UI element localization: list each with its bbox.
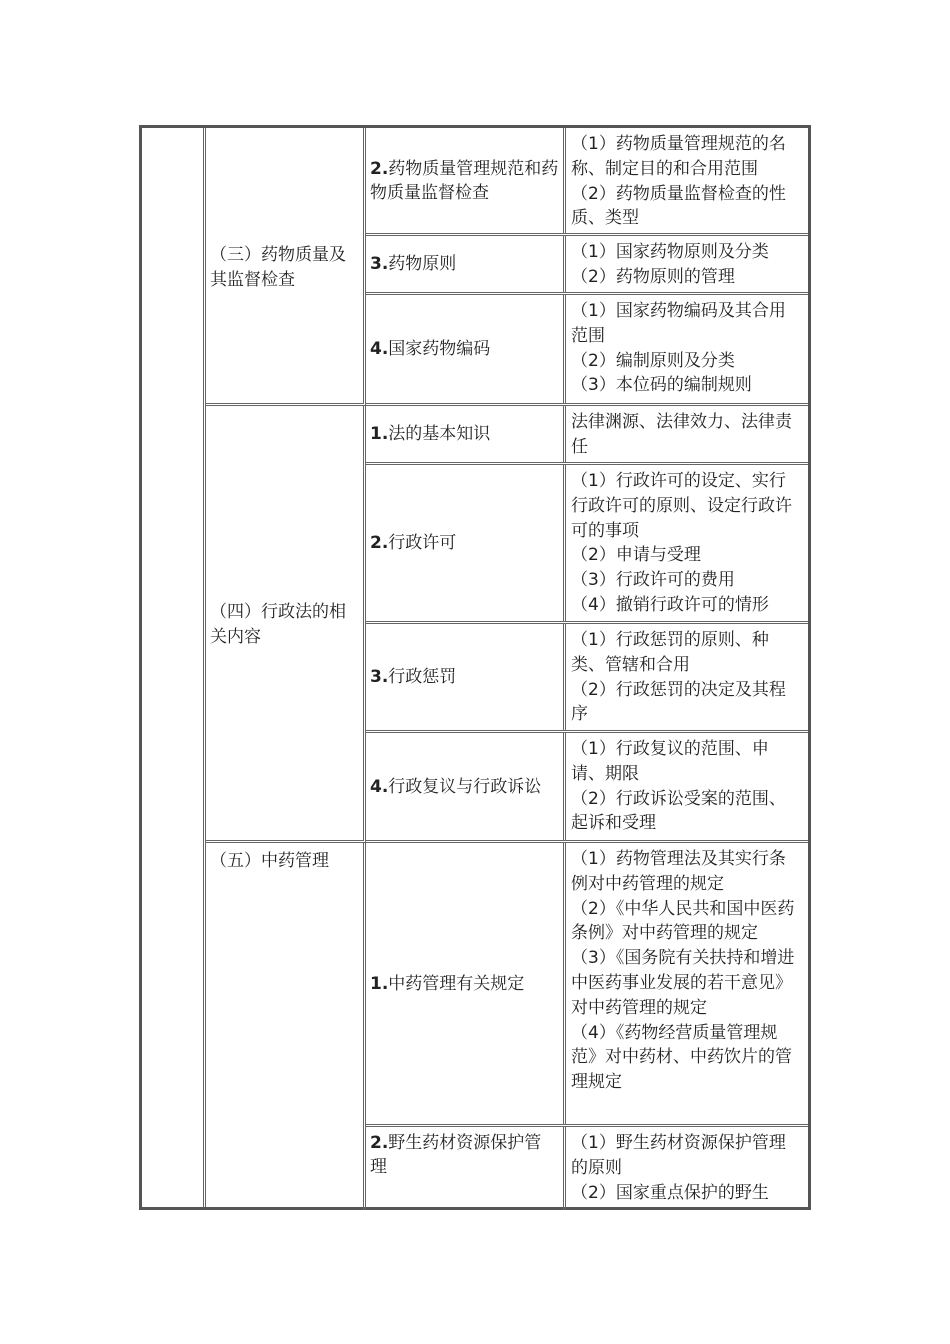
table-row bbox=[366, 733, 808, 843]
topic-number: 2. bbox=[370, 533, 389, 553]
table-row bbox=[366, 1127, 808, 1210]
detail-line: （2）申请与受理 bbox=[571, 545, 701, 566]
detail-cell bbox=[566, 733, 808, 840]
detail-line: （4）《药物经营质量管理规范》对中药材、中药饮片的管理规定 bbox=[571, 1022, 792, 1093]
topic-cell bbox=[366, 465, 566, 621]
syllabus-table bbox=[139, 125, 811, 1210]
topic-text: 中药管理有关规定 bbox=[388, 973, 525, 994]
topic-number: 2. bbox=[370, 158, 389, 179]
section-label: （三）药物质量及其监督检查 bbox=[210, 245, 346, 290]
topic-text: 药物原则 bbox=[388, 254, 457, 274]
section-cell bbox=[206, 128, 366, 406]
detail-line: （2）行政诉讼受案的范围、起诉和受理 bbox=[571, 788, 786, 834]
detail-line: （4）撤销行政许可的情形 bbox=[571, 594, 769, 615]
detail-line: （1）行政许可的设定、实行行政许可的原则、设定行政许可的事项 bbox=[571, 471, 792, 541]
table-row bbox=[366, 406, 808, 465]
section-cell bbox=[206, 843, 366, 1210]
topic-text: 行政许可 bbox=[388, 533, 457, 553]
detail-cell bbox=[566, 128, 808, 233]
detail-line: （2）行政惩罚的决定及其程序 bbox=[571, 679, 786, 725]
topic-number: 4. bbox=[370, 339, 389, 359]
topic-text: 野生药材资源保护管 理 bbox=[370, 1133, 542, 1177]
topic-text: 国家药物编码 bbox=[388, 339, 491, 359]
table-row bbox=[366, 843, 808, 1127]
section-label: （四）行政法的相关内容 bbox=[210, 602, 346, 647]
detail-cell bbox=[566, 236, 808, 292]
topic-cell bbox=[366, 295, 566, 403]
topic-text: 法的基本知识 bbox=[388, 424, 491, 444]
table-row bbox=[366, 295, 808, 406]
detail-line: （1）行政复议的范围、申请、期限 bbox=[571, 739, 769, 784]
detail-line: （2）药物原则的管理 bbox=[571, 266, 735, 287]
topic-number: 3. bbox=[370, 254, 389, 274]
topic-cell bbox=[366, 843, 566, 1124]
detail-line: （1）药物质量管理规范的名称、制定目的和合用范围 bbox=[571, 134, 786, 179]
topic-cell bbox=[366, 1127, 566, 1210]
detail-line: （3）行政许可的费用 bbox=[571, 570, 735, 591]
topic-text: 行政复议与行政诉讼 bbox=[388, 776, 542, 797]
detail-line: （1）行政惩罚的原则、种类、管辖和合用 bbox=[571, 630, 769, 675]
table-row bbox=[366, 465, 808, 624]
detail-line: （3）本位码的编制规则 bbox=[571, 375, 752, 396]
detail-cell bbox=[566, 465, 808, 621]
detail-line: （1）国家药物编码及其合用范围 bbox=[571, 301, 786, 346]
topic-number: 1. bbox=[370, 973, 389, 994]
topic-cell bbox=[366, 406, 566, 462]
table-row bbox=[366, 128, 808, 236]
detail-line: （2）编制原则及分类 bbox=[571, 350, 735, 371]
topic-cell bbox=[366, 733, 566, 840]
detail-line: （2）《中华人民共和国中医药条例》对中药管理的规定 bbox=[571, 898, 795, 944]
detail-line: （3）《国务院有关扶持和增进中医药事业发展的若干意见》对中药管理的规定 bbox=[571, 948, 795, 1018]
detail-cell bbox=[566, 295, 808, 403]
topic-number: 1. bbox=[370, 424, 389, 444]
section-label: （五）中药管理 bbox=[210, 851, 329, 871]
table-row bbox=[366, 624, 808, 733]
empty-first-column bbox=[142, 128, 206, 1207]
topic-text: 行政惩罚 bbox=[388, 667, 457, 687]
detail-line: （2）药物质量监督检查的性质、类型 bbox=[571, 183, 786, 229]
topic-number: 2. bbox=[370, 1133, 389, 1153]
table-row bbox=[366, 236, 808, 295]
detail-line: （2）国家重点保护的野生 bbox=[571, 1182, 769, 1203]
detail-cell bbox=[566, 406, 808, 462]
topic-cell bbox=[366, 236, 566, 292]
detail-line: （1）国家药物原则及分类 bbox=[571, 242, 769, 262]
detail-line: 法律渊源、法律效力、法律责任 bbox=[571, 412, 792, 457]
detail-line: （1）药物管理法及其实行条例对中药管理的规定 bbox=[571, 849, 786, 894]
topic-text: 药物质量管理规范和药物质量监督检查 bbox=[370, 158, 559, 203]
detail-line: （1）野生药材资源保护管理的原则 bbox=[571, 1133, 786, 1178]
topic-number: 4. bbox=[370, 776, 389, 797]
detail-cell bbox=[566, 843, 808, 1124]
topic-number: 3. bbox=[370, 667, 389, 687]
topic-cell bbox=[366, 624, 566, 730]
topic-cell bbox=[366, 128, 566, 233]
detail-cell bbox=[566, 624, 808, 730]
section-cell bbox=[206, 406, 366, 843]
detail-cell bbox=[566, 1127, 808, 1210]
